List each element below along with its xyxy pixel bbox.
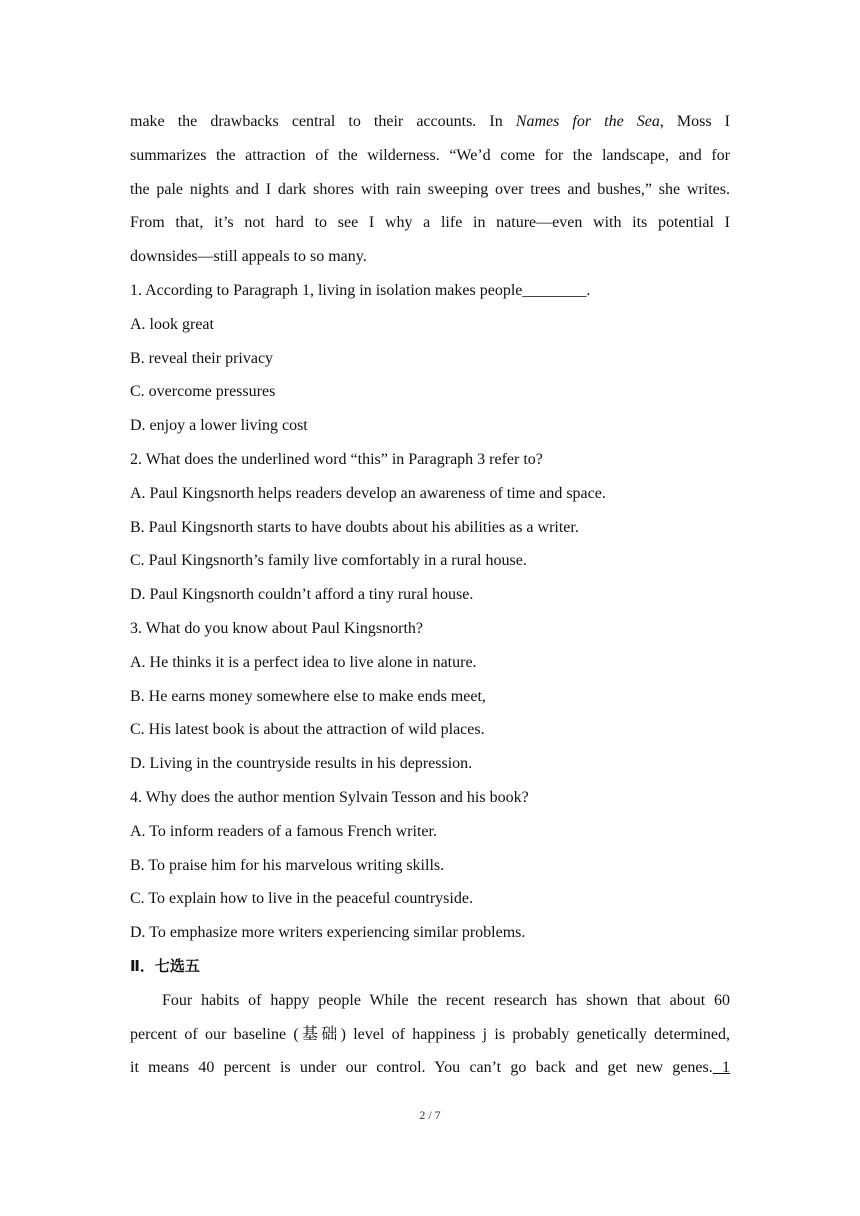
question-stem: 4. Why does the author mention Sylvain Tesson and his book? [130, 788, 529, 806]
question-stem: 2. What does the underlined word “this” in Paragraph 3 refer to? [130, 450, 543, 468]
page-number: 2 / 7 [419, 1108, 441, 1122]
passage-line-1 [130, 105, 730, 139]
passage-text: , Moss I [659, 113, 731, 130]
passage-line-2: summarizes the attraction of the wilderness. “We’d come for the landscape, and for [130, 146, 730, 164]
option-c: C. overcome pressures [130, 383, 276, 401]
option-d: D. Living in the countryside results in his depression. [130, 755, 473, 773]
section2-line-2: percent of our baseline (基础) level of happiness j is probably genetically determined, [130, 1025, 730, 1043]
option-d: D. enjoy a lower living cost [130, 417, 308, 435]
section2-text: it means 40 percent is under our control. You can’t go back and get new genes. [130, 1059, 713, 1077]
option-b: B. Paul Kingsnorth starts to have doubts about his abilities as a writer. [130, 518, 579, 536]
question-3 [130, 612, 730, 781]
option-a: A. He thinks it is a perfect idea to live alone in nature. [130, 653, 477, 671]
book-title: Names for the Sea [515, 113, 660, 130]
option-a: A. To inform readers of a famous French writer. [130, 822, 437, 840]
option-d: D. Paul Kingsnorth couldn’t afford a tiny rural house. [130, 586, 474, 604]
passage-text: make the drawbacks central to their accounts. In [130, 113, 516, 130]
option-c: C. To explain how to live in the peaceful countryside. [130, 890, 473, 908]
option-c: C. His latest book is about the attraction of wild places. [130, 721, 485, 739]
option-b: B. To praise him for his marvelous writing skills. [130, 856, 445, 874]
passage-line-3: the pale nights and I dark shores with rain sweeping over trees and bushes,” she writes. [130, 180, 730, 198]
question-2 [130, 443, 730, 612]
option-a: A. look great [130, 315, 214, 333]
option-d: D. To emphasize more writers experiencing similar problems. [130, 924, 526, 942]
section-heading: Ⅱ．七选五 [130, 956, 200, 975]
option-c: C. Paul Kingsnorth’s family live comfortably in a rural house. [130, 552, 527, 570]
question-4 [130, 781, 730, 950]
section2-line-1: Four habits of happy people While the recent research has shown that about 60 [162, 991, 730, 1009]
answer-blank-1: 1 [712, 1059, 731, 1077]
option-b: B. He earns money somewhere else to make ends meet, [130, 687, 486, 705]
question-stem: 3. What do you know about Paul Kingsnorth? [130, 619, 424, 637]
passage-line-4: From that, it’s not hard to see I why a life in nature—even with its potential I [130, 214, 730, 232]
section2-line-3 [130, 1051, 730, 1085]
document-page [130, 105, 730, 1085]
option-b: B. reveal their privacy [130, 349, 274, 367]
option-a: A. Paul Kingsnorth helps readers develop an awareness of time and space. [130, 484, 606, 502]
passage-line-5: downsides—still appeals to so many. [130, 248, 367, 266]
question-1 [130, 274, 730, 443]
question-stem: 1. According to Paragraph 1, living in isolation makes people________. [130, 281, 591, 299]
